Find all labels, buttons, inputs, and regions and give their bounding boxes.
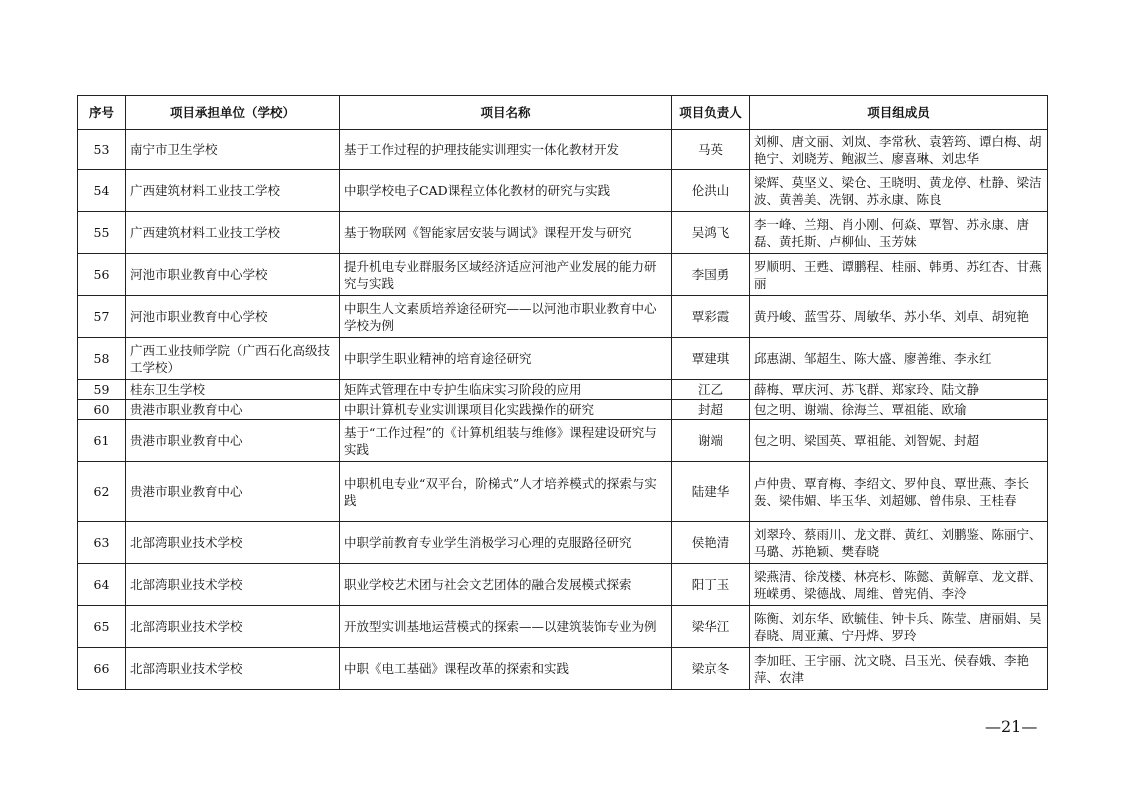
cell-project: 中职生人文素质培养途径研究——以河池市职业教育中心学校为例 bbox=[340, 296, 672, 338]
cell-project: 中职学校电子CAD课程立体化教材的研究与实践 bbox=[340, 170, 672, 212]
cell-members: 薛梅、覃庆河、苏飞群、郑家玲、陆文静 bbox=[750, 380, 1048, 400]
cell-no: 63 bbox=[78, 522, 126, 564]
cell-members: 李加旺、王宇丽、沈文晓、吕玉光、侯春娥、李艳萍、农津 bbox=[750, 648, 1048, 690]
cell-unit: 南宁市卫生学校 bbox=[126, 130, 340, 170]
cell-project: 中职学前教育专业学生消极学习心理的克服路径研究 bbox=[340, 522, 672, 564]
cell-unit: 广西建筑材料工业技工学校 bbox=[126, 170, 340, 212]
cell-members: 包之明、梁国英、覃祖能、刘智妮、封超 bbox=[750, 420, 1048, 462]
cell-project: 中职机电专业“双平台，阶梯式”人才培养模式的探索与实践 bbox=[340, 462, 672, 522]
cell-unit: 北部湾职业技术学校 bbox=[126, 522, 340, 564]
cell-no: 56 bbox=[78, 254, 126, 296]
header-members: 项目组成员 bbox=[750, 96, 1048, 130]
cell-leader: 阳丁玉 bbox=[672, 564, 750, 606]
cell-unit: 桂东卫生学校 bbox=[126, 380, 340, 400]
cell-project: 提升机电专业群服务区域经济适应河池产业发展的能力研究与实践 bbox=[340, 254, 672, 296]
cell-no: 64 bbox=[78, 564, 126, 606]
cell-leader: 李国勇 bbox=[672, 254, 750, 296]
cell-no: 65 bbox=[78, 606, 126, 648]
header-leader: 项目负责人 bbox=[672, 96, 750, 130]
cell-project: 基于“工作过程”的《计算机组装与维修》课程建设研究与实践 bbox=[340, 420, 672, 462]
table-row bbox=[78, 254, 1048, 296]
cell-no: 62 bbox=[78, 462, 126, 522]
table-row bbox=[78, 648, 1048, 690]
cell-leader: 封超 bbox=[672, 400, 750, 420]
table-header-row bbox=[78, 96, 1048, 130]
cell-members: 梁燕清、徐茂楼、林亮杉、陈懿、黄解章、龙文群、班嵘勇、梁德战、周维、曾宪俏、李泠 bbox=[750, 564, 1048, 606]
page-number: —21— bbox=[985, 717, 1038, 736]
cell-leader: 梁京冬 bbox=[672, 648, 750, 690]
cell-leader: 陆建华 bbox=[672, 462, 750, 522]
table-row bbox=[78, 170, 1048, 212]
cell-project: 中职《电工基础》课程改革的探索和实践 bbox=[340, 648, 672, 690]
cell-members: 刘翠玲、蔡雨川、龙文群、黄红、刘鹏鉴、陈丽宁、马璐、苏艳颖、樊春晓 bbox=[750, 522, 1048, 564]
cell-unit: 广西工业技师学院（广西石化高级技工学校） bbox=[126, 338, 340, 380]
cell-leader: 侯艳清 bbox=[672, 522, 750, 564]
cell-no: 54 bbox=[78, 170, 126, 212]
cell-no: 57 bbox=[78, 296, 126, 338]
cell-unit: 贵港市职业教育中心 bbox=[126, 420, 340, 462]
cell-no: 59 bbox=[78, 380, 126, 400]
cell-unit: 北部湾职业技术学校 bbox=[126, 564, 340, 606]
cell-project: 基于物联网《智能家居安装与调试》课程开发与研究 bbox=[340, 212, 672, 254]
cell-members: 卢仲贵、覃育梅、李绍文、罗仲良、覃世燕、李长轰、梁伟媚、毕玉华、刘超娜、曾伟泉、王桂春 bbox=[750, 462, 1048, 522]
header-no: 序号 bbox=[78, 96, 126, 130]
cell-project: 矩阵式管理在中专护生临床实习阶段的应用 bbox=[340, 380, 672, 400]
project-table bbox=[77, 95, 1048, 690]
cell-no: 55 bbox=[78, 212, 126, 254]
table-row bbox=[78, 400, 1048, 420]
table-row bbox=[78, 420, 1048, 462]
cell-unit: 贵港市职业教育中心 bbox=[126, 462, 340, 522]
header-project: 项目名称 bbox=[340, 96, 672, 130]
table-row bbox=[78, 212, 1048, 254]
cell-no: 60 bbox=[78, 400, 126, 420]
cell-no: 66 bbox=[78, 648, 126, 690]
table-row bbox=[78, 296, 1048, 338]
cell-leader: 谢端 bbox=[672, 420, 750, 462]
cell-members: 梁辉、莫坚义、梁仓、王晓明、黄龙停、杜静、梁洁波、黄善美、冼钢、苏永康、陈良 bbox=[750, 170, 1048, 212]
cell-members: 罗顺明、王甦、谭鹏程、桂丽、韩勇、苏红杏、甘燕丽 bbox=[750, 254, 1048, 296]
header-unit: 项目承担单位（学校） bbox=[126, 96, 340, 130]
cell-project: 开放型实训基地运营模式的探索——以建筑装饰专业为例 bbox=[340, 606, 672, 648]
cell-unit: 河池市职业教育中心学校 bbox=[126, 254, 340, 296]
table-row bbox=[78, 522, 1048, 564]
table-row bbox=[78, 564, 1048, 606]
table-row bbox=[78, 380, 1048, 400]
table-row bbox=[78, 462, 1048, 522]
cell-leader: 吴鸿飞 bbox=[672, 212, 750, 254]
cell-unit: 贵港市职业教育中心 bbox=[126, 400, 340, 420]
cell-members: 邱惠湖、邹超生、陈大盛、廖善维、李永红 bbox=[750, 338, 1048, 380]
table-body bbox=[78, 130, 1048, 690]
cell-members: 陈衡、刘东华、欧毓佳、钟卡兵、陈莹、唐丽娟、吴春晓、周亚薰、宁丹烨、罗玲 bbox=[750, 606, 1048, 648]
cell-unit: 河池市职业教育中心学校 bbox=[126, 296, 340, 338]
cell-leader: 江乙 bbox=[672, 380, 750, 400]
cell-leader: 马英 bbox=[672, 130, 750, 170]
cell-unit: 北部湾职业技术学校 bbox=[126, 606, 340, 648]
cell-leader: 伦洪山 bbox=[672, 170, 750, 212]
cell-unit: 北部湾职业技术学校 bbox=[126, 648, 340, 690]
cell-leader: 覃建琪 bbox=[672, 338, 750, 380]
cell-no: 61 bbox=[78, 420, 126, 462]
cell-members: 黄丹峻、蓝雪芬、周敏华、苏小华、刘卓、胡宛艳 bbox=[750, 296, 1048, 338]
cell-unit: 广西建筑材料工业技工学校 bbox=[126, 212, 340, 254]
cell-project: 基于工作过程的护理技能实训理实一体化教材开发 bbox=[340, 130, 672, 170]
cell-members: 刘柳、唐文丽、刘岚、李常秋、袁箬筠、谭白梅、胡艳宁、刘晓芳、鲍淑兰、廖喜琳、刘忠华 bbox=[750, 130, 1048, 170]
cell-leader: 梁华江 bbox=[672, 606, 750, 648]
cell-leader: 覃彩霞 bbox=[672, 296, 750, 338]
cell-members: 李一峰、兰翔、肖小刚、何焱、覃智、苏永康、唐磊、黄托斯、卢柳仙、玉芳妹 bbox=[750, 212, 1048, 254]
cell-no: 58 bbox=[78, 338, 126, 380]
cell-project: 中职计算机专业实训课项目化实践操作的研究 bbox=[340, 400, 672, 420]
cell-project: 职业学校艺术团与社会文艺团体的融合发展模式探索 bbox=[340, 564, 672, 606]
table-row bbox=[78, 606, 1048, 648]
cell-project: 中职学生职业精神的培育途径研究 bbox=[340, 338, 672, 380]
table-row bbox=[78, 130, 1048, 170]
cell-no: 53 bbox=[78, 130, 126, 170]
cell-members: 包之明、谢端、徐海兰、覃祖能、欧瑜 bbox=[750, 400, 1048, 420]
table-row bbox=[78, 338, 1048, 380]
